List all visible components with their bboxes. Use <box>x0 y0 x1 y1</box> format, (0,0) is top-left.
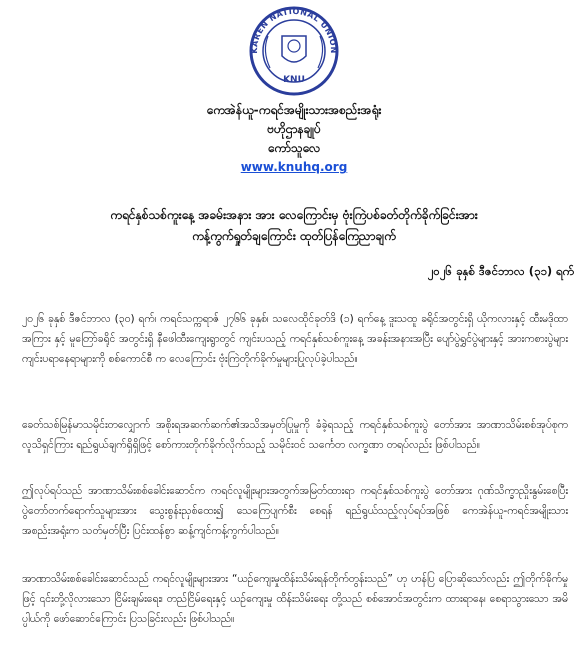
paragraph-1: ၂၀၂၆ ခုနှစ် ဒီဇင်ဘာလ (၃၀) ရက်၊ ကရင်သက္ကရာဇ် ၂၇၆၆ ခုနှစ်၊ သလေထိုင်ခုတ်ဒိ (၁) ရက်နေ့ ဒူးသထူ ခရိုင်အတွင်းရှိ ယိုကလားနှင့် ထီးမဒိုထာအကြား နှင့် မူတြော်ခရိုင် အတွင်းရှိ နီဖေါထီးကျေးရွာတွင် ကျင်းပသည့် ကရင်နှစ်သစ်ကူးနေ့ အခန်းအနားအပြီး ပျော်ပွဲရွှင်ပွဲများနှင့် အားကစားပွဲများကျင်းပရာနေရာများကို စစ်ကောင်စီ က လေကြောင်း ဗုံးကြဲတိုက်ခိုက်မှုများပြုလုပ်ခဲ့ပါသည်။ <box>22 312 568 365</box>
emblem-ring-text: KAREN NATIONAL UNION <box>249 6 339 54</box>
paragraph-2: ခေတ်သစ်မြန်မာသမိုင်းတလျှောက် အစိုးရအဆက်ဆက်၏အသိအမှတ်ပြုမှုကို ခံခဲ့ရသည့် ကရင်နှစ်သစ်ကူးပွဲ တော်အား အာဏာသိမ်းစစ်အုပ်စုက လူသိရှင်ကြား ရည်ရွယ်ချက်ရှိရှိဖြင့် စော်ကားတိုက်ခိုက်လိုက်သည့် သမိုင်းဝင် သင်္ကေတ လက္ခဏာ တရပ်လည်း ဖြစ်ပါသည်။ <box>22 418 568 451</box>
letterhead <box>0 101 588 177</box>
organization-name: ကေအဲန်ယူ-ကရင်အမျိုးသားအစည်းအရုံး <box>206 103 382 117</box>
location-label: ကော်သူလေ <box>267 141 321 155</box>
website-link[interactable]: www.knuhq.org <box>240 160 348 174</box>
knu-emblem-logo <box>238 6 350 96</box>
paragraph-4: အာဏာသိမ်းစစ်ခေါင်းဆောင်သည် ကရင်လူမျိုးများအား “ယဉ်ကျေးမှုထိန်းသိမ်းရန်တိုက်တွန်းသည်” ဟု ဟန်ပြ ပြောဆိုသော်လည်း ဤတိုက်ခိုက်မှုဖြင့် ၎င်းတို့လိုလားသော ငြိမ်းချမ်းရေး၊ တည်ငြိမ်ရေးနှင့် ယဉ်ကျေးမှု ထိန်းသိမ်းရေး တို့သည် စစ်အောင်အတွင်းက ထားရာနေ၊ စေရာသွားသော အမိပ္ပါယ်ကို ဖော်ဆောင်ကြောင်း ပြသခြင်းလည်း ဖြစ်ပါသည်။ <box>22 572 568 625</box>
emblem-center-text: KNU <box>283 75 305 85</box>
title-line-1: ကရင်နှစ်သစ်ကူးနေ့ အခမ်းအနား အား လေကြောင်းမှ ဗုံးကြဲပစ်ခတ်တိုက်ခိုက်ခြင်းအား <box>110 208 478 222</box>
statement-title <box>12 205 576 247</box>
title-line-2: ကန့်ကွက်ရှုတ်ချကြောင်း ထုတ်ပြန်ကြေညာချက် <box>192 229 396 243</box>
paragraph-3: ဤလုပ်ရပ်သည် အာဏာသိမ်းစစ်ခေါင်းဆောင်က ကရင်လူမျိုးများအတွက်အမြတ်ထားရာ ကရင်နှစ်သစ်ကူးပွဲ တော်အား ဂုဏ်သိက္ခာညှိုးနွမ်းစေပြီး ပွဲတော်တက်ရောက်သူများအား သွေးစွန်းညှစ်ထေး၍ သေကြေပျက်စီး စေရန် ရည်ရွယ်သည့်လုပ်ရပ်အဖြစ် ကေအဲန်ယူ-ကရင်အမျိုးသား အစည်းအရုံးက သတ်မှတ်ပြီး ပြင်းထန်စွာ ဆန့်ကျင်ကန့်ကွက်ပါသည်။ <box>22 484 568 537</box>
headquarters-label: ဗဟိုဌာနချုပ် <box>267 122 321 136</box>
statement-date: ၂၀၂၆ ခုနှစ် ဒီဇင်ဘာလ (၃၁) ရက် <box>427 264 574 278</box>
